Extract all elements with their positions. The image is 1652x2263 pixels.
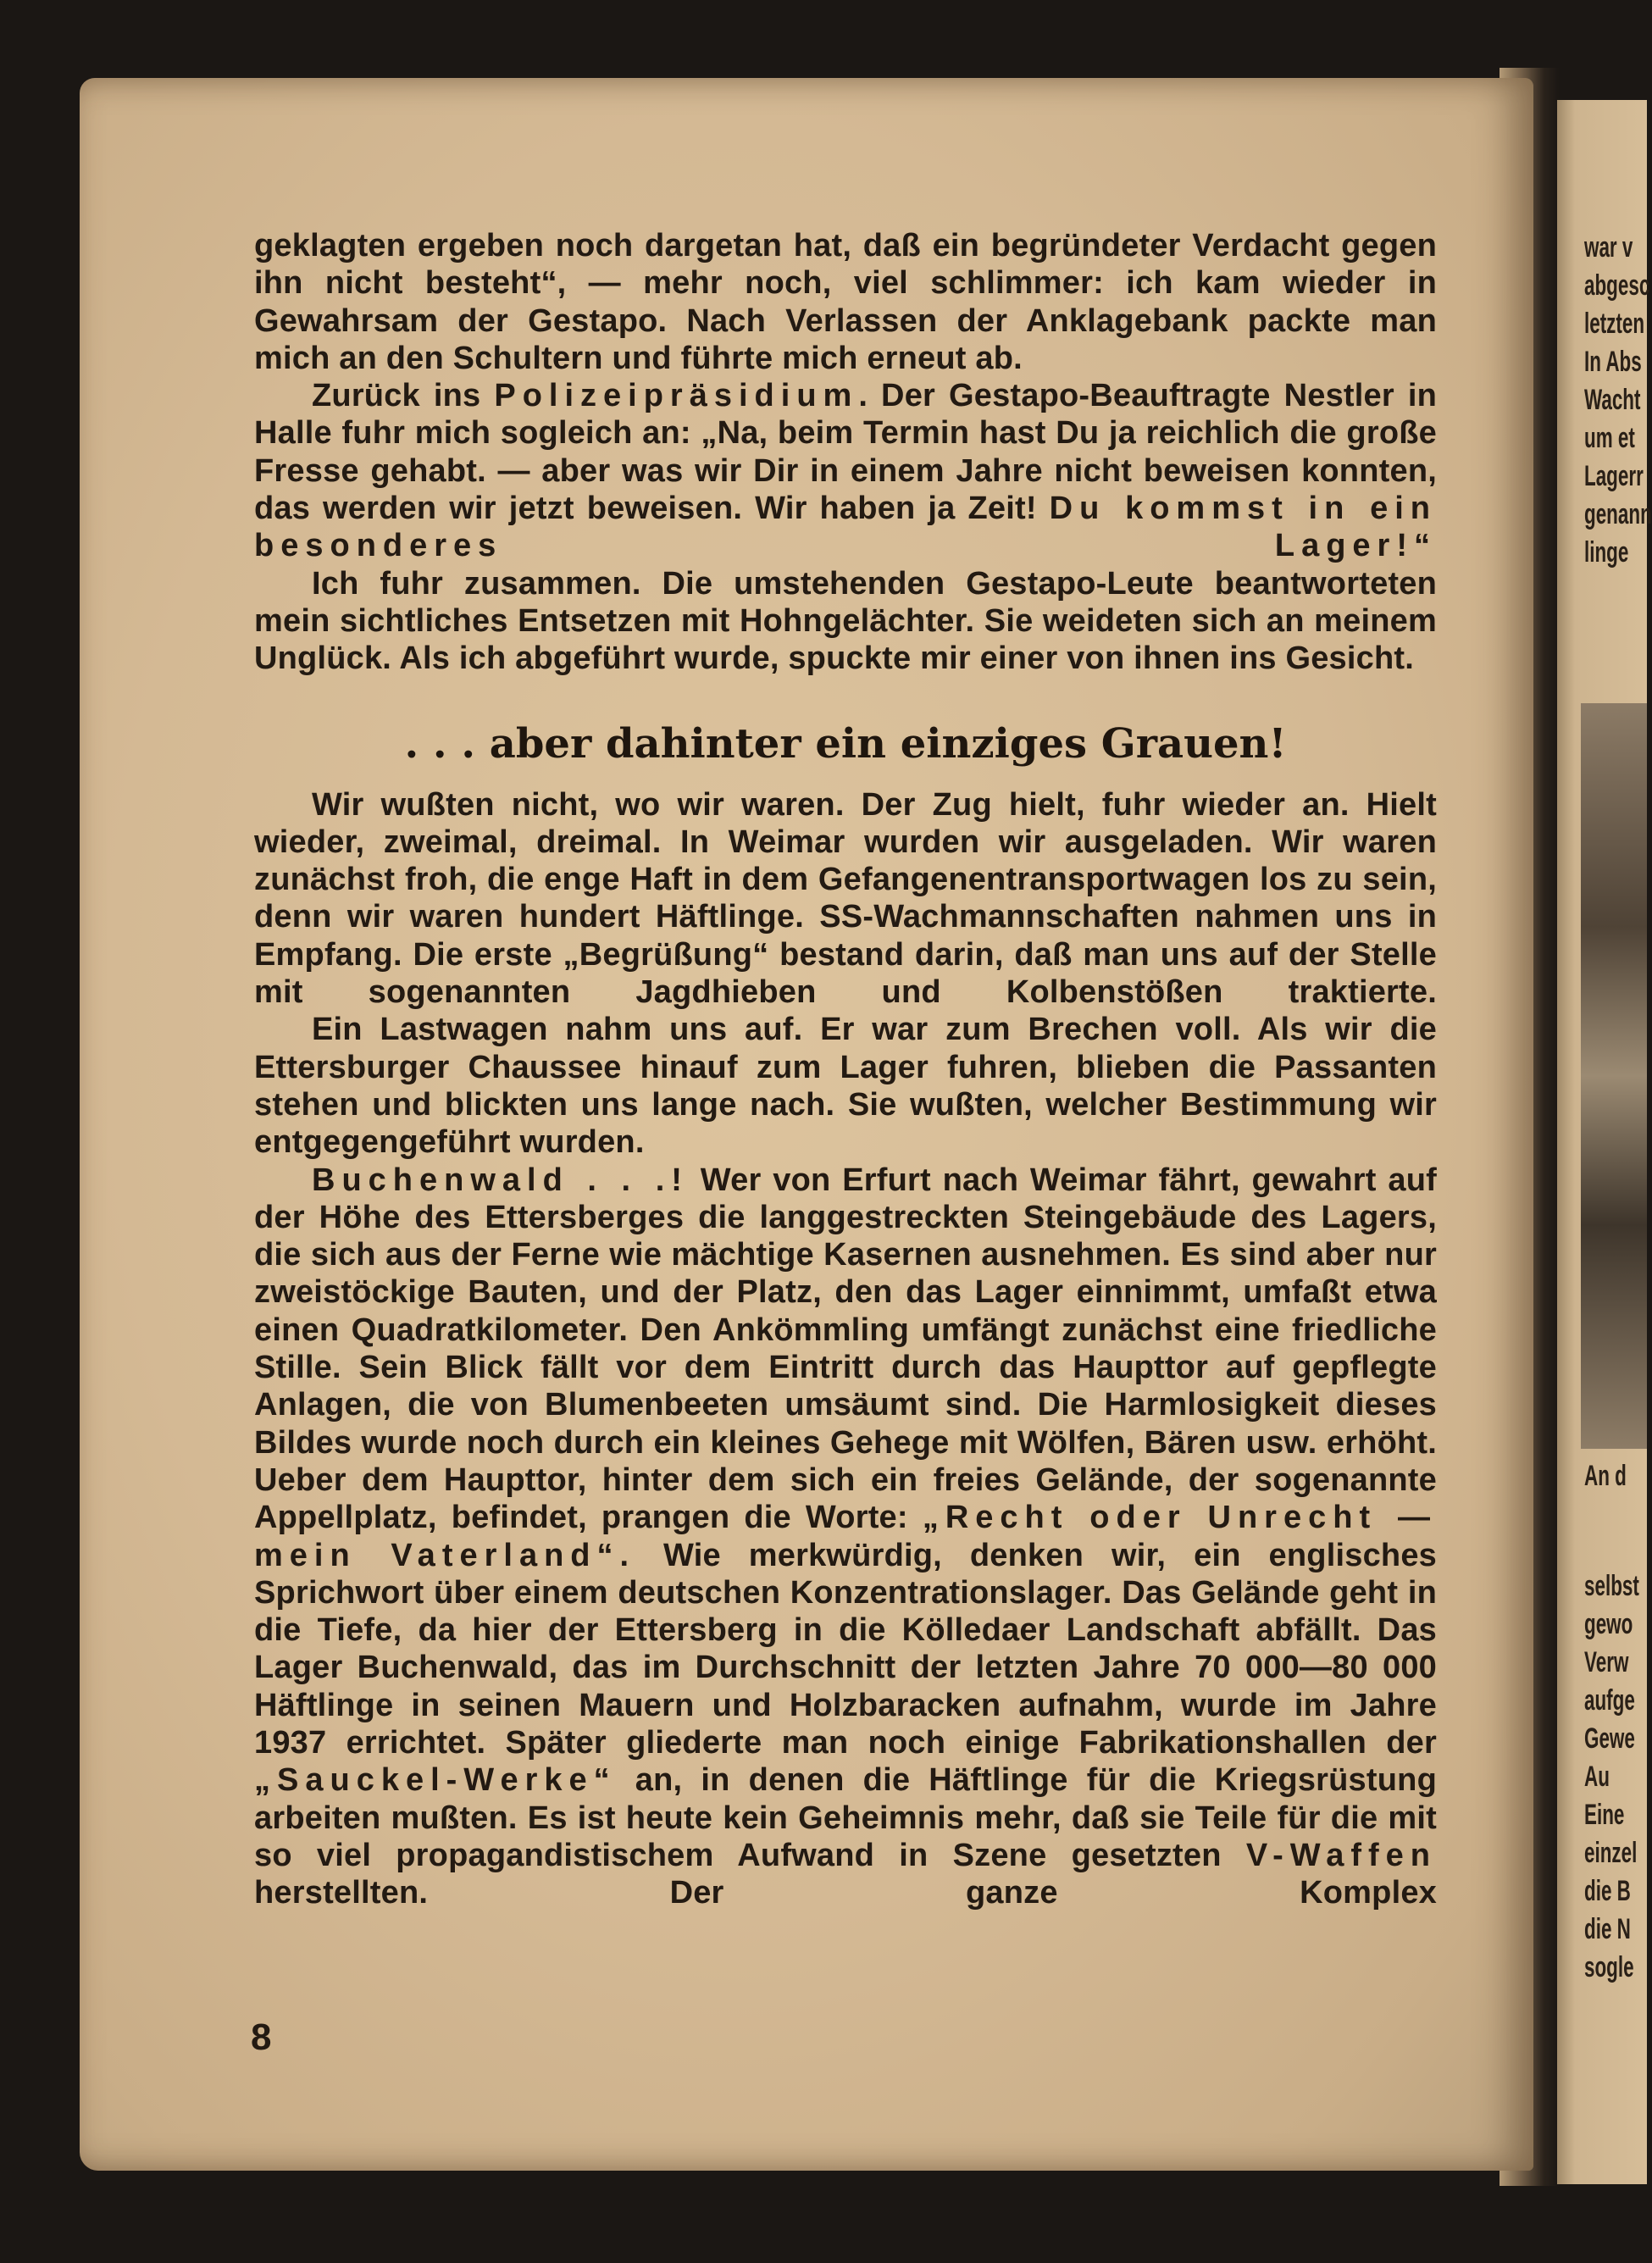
next-page-line: einzel	[1584, 1837, 1638, 1869]
next-page-top-text	[1584, 229, 1652, 572]
next-page-line: Eine	[1584, 1799, 1625, 1831]
next-page-line: um et	[1584, 422, 1635, 454]
next-page-line: die N	[1584, 1913, 1631, 1945]
spaced-word: V-Waffen	[1245, 1837, 1437, 1873]
paragraph: Ich fuhr zusammen. Die umstehenden Gestapo-Leute beantworteten mein sichtliches Entsetzen mit Hohngelächter. Sie weideten sich an meinem Unglück. Als ich abgeführt wurde, spuckte mir einer von ihnen ins Gesicht.	[254, 565, 1437, 677]
next-page-line: Au	[1584, 1761, 1610, 1793]
spaced-word: Buchenwald . . .!	[312, 1162, 689, 1198]
next-page-photo	[1581, 703, 1647, 1449]
next-page-line: war v	[1584, 231, 1633, 263]
next-page-line: die B	[1584, 1875, 1631, 1907]
next-page-line: sogle	[1584, 1951, 1634, 1983]
next-page-line: genann	[1584, 498, 1652, 530]
paragraph-text: Wer von Erfurt nach Weimar fährt, gewahrt auf der Höhe des Ettersberges die langgestreckten Steingebäude des Lagers, die sich aus der Ferne wie mächtige Kasernen ausnehmen. Es sind aber nur zweistöckige Bauten, und der Platz, den das Lager einnimmt, umfaßt etwa einen Quadratkilometer. Den Ankömmling umfängt zunächst eine friedliche Stille. Sein Blick fällt vor dem Eintritt durch das Haupttor auf gepflegte Anlagen, die von Blumenbeeten umsäumt sind. Die Harmlosigkeit dieses Bildes wurde noch durch ein kleines Gehege mit Wölfen, Bären usw. erhöht. Ueber dem Haupttor, hinter dem sich ein freies Gelände, der sogenannte Appellplatz, befindet, prangen die Worte:	[254, 1162, 1437, 1536]
next-page-line: abgesc	[1584, 269, 1650, 302]
section-heading: . . . aber dahinter ein einziges Grauen!	[404, 719, 1287, 768]
paragraph-text: herstellten. Der ganze Komplex	[254, 1875, 1437, 1911]
paragraph: Wir wußten nicht, wo wir waren. Der Zug hielt, fuhr wieder an. Hielt wieder, zweimal, dreimal. In Weimar wurden wir ausgeladen. Wir waren zunächst froh, die enge Haft in dem Gefangenentransportwagen los zu sein, denn wir waren hundert Häftlinge. SS-Wachmannschaften nahmen uns in Empfang. Die erste „Begrüßung“ bestand darin, daß man uns auf der Stelle mit sogenannten Jagdhieben und Kolbenstößen traktierte.	[254, 786, 1437, 1011]
next-page-line: Verw	[1584, 1646, 1629, 1678]
paragraph	[254, 1162, 1437, 1912]
paragraph: Ein Lastwagen nahm uns auf. Er war zum Brechen voll. Als wir die Ettersburger Chaussee hinauf zum Lager fuhren, blieben die Passanten stehen und blickten uns lange nach. Sie wußten, welcher Bestimmung wir entgegengeführt wurden.	[254, 1012, 1437, 1161]
next-page-line: gewo	[1584, 1608, 1633, 1640]
next-page-line: letzten	[1584, 308, 1645, 340]
spaced-word: „Sauckel-Werke“	[254, 1762, 617, 1799]
paragraph-text: Wie merkwürdig, denken wir, ein englisches Sprichwort über einem deutschen Konzentrationslager. Das Gelände geht in die Tiefe, da hier der Ettersberg in die Kölledaer Landschaft abfällt. Das Lager Buchenwald, das im Durchschnitt der letzten Jahre 70 000—80 000 Häftlinge in seinen Mauern und Holzbaracken aufnahm, wurde im Jahre 1937 errichtet. Später gliederte man noch einige Fabrikationshallen der	[254, 1537, 1437, 1761]
next-page-line: linge	[1584, 536, 1629, 569]
page-body-text	[254, 227, 1437, 1911]
page-number: 8	[251, 2016, 272, 2058]
next-page-line: Gewe	[1584, 1722, 1635, 1755]
next-page-line: Lagerr	[1584, 460, 1644, 492]
paragraph	[254, 377, 1437, 564]
paragraph: geklagten ergeben noch dargetan hat, daß ein begründeter Verdacht gegen ihn nicht besteht“, — mehr noch, viel schlimmer: ich kam wieder in Gewahrsam der Gestapo. Nach Verlassen der Anklagebank packte man mich an den Schultern und führte mich erneut ab.	[254, 228, 1437, 376]
next-page-line: In Abs	[1584, 346, 1642, 378]
spaced-phrase: „Recht oder Unrecht — mein Vaterland“.	[254, 1500, 1437, 1573]
paragraph-text: Zurück ins	[312, 378, 481, 414]
next-page-line: selbst	[1584, 1570, 1639, 1602]
spaced-phrase: Du kommst in ein besonderes Lager!“	[254, 491, 1437, 564]
next-page-bottom-text	[1584, 1567, 1639, 1987]
next-page-line: Wacht	[1584, 384, 1641, 416]
next-page-caption: An d	[1584, 1460, 1627, 1492]
spaced-word: Polizeipräsidium	[494, 378, 859, 414]
next-page-line: aufge	[1584, 1684, 1635, 1717]
paragraph-text: . Der Gestapo-Beauftragte Nestler in Halle fuhr mich sogleich an: „Na, beim Termin hast Du ja reichlich die große Fresse gehabt. — aber was wir Dir in einem Jahre nicht beweisen konnten, das werden wir jetzt beweisen. Wir haben ja Zeit!	[254, 378, 1438, 527]
paragraph-text: an, in denen die Häftlinge für die Kriegsrüstung arbeiten mußten. Es ist heute kein Geheimnis mehr, daß sie Teile für die mit so viel propagandistischem Aufwand in Szene gesetzten	[254, 1762, 1437, 1873]
